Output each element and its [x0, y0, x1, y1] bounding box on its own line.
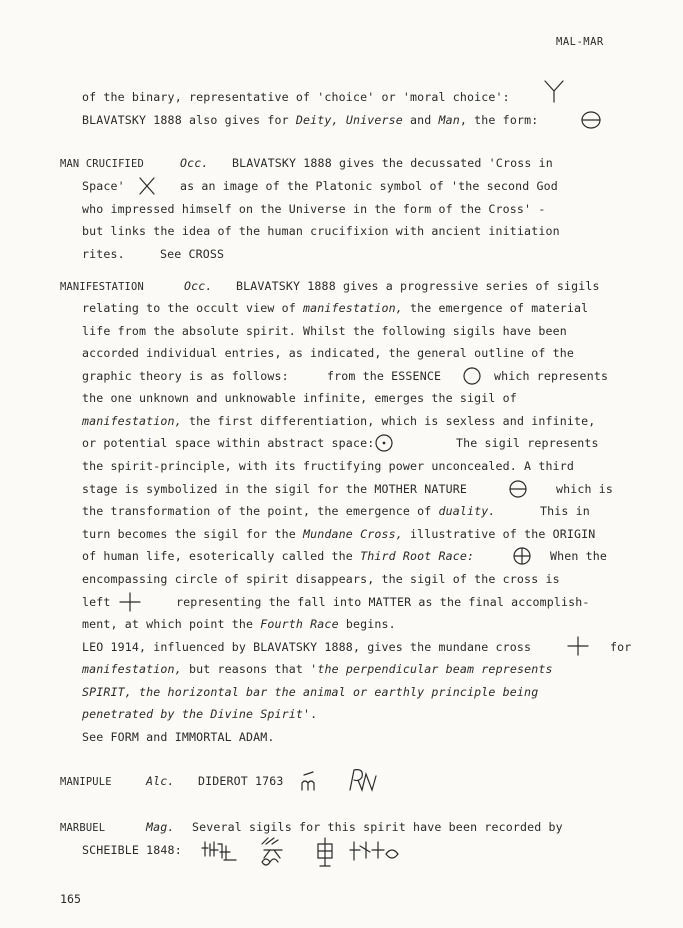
manifestation-text-12: turn becomes the sigil for the Mundane Cross, illustrative of the ORIGIN: [82, 527, 596, 541]
see-cross-reference: See CROSS: [160, 247, 225, 261]
man-crucified-text-2a: Space': [82, 179, 125, 193]
marbuel-sigils: [200, 832, 420, 872]
entry-manipule-term: MANIPULE: [60, 776, 112, 788]
manifestation-text-9: the spirit-principle, with its fructifying power unconcealed. A third: [82, 459, 574, 473]
manifestation-text-14: encompassing circle of spirit disappears, the sigil of the cross is: [82, 572, 560, 586]
manifestation-text-15a: left: [82, 595, 111, 609]
man-crucified-text-1: BLAVATSKY 1888 gives the decussated 'Cross in: [232, 156, 553, 170]
entry-marbuel-term: MARBUEL: [60, 822, 106, 834]
manifestation-text-5b: from the ESSENCE: [327, 369, 442, 383]
man-crucified-text-2b: as an image of the Platonic symbol of 'the second God: [180, 179, 558, 193]
mundane-cross-circle-sigil: [512, 546, 532, 566]
manipule-reference: DIDEROT 1763: [198, 774, 284, 788]
manifestation-text-17b: for: [610, 640, 632, 654]
man-crucified-text-4: but links the idea of the human crucifixion with ancient initiation: [82, 224, 560, 238]
manifestation-text-10a: stage is symbolized in the sigil for the MOTHER NATURE: [82, 482, 468, 496]
entry-man-crucified-line-1: [60, 156, 144, 170]
entry-manifestation-term: MANIFESTATION: [60, 281, 144, 293]
man-crucified-text-5a: rites.: [82, 247, 125, 261]
manifestation-text-2: relating to the occult view of manifestation, the emergence of material: [82, 301, 589, 315]
category-occ: Occ.: [180, 156, 209, 170]
circle-point-sigil: [374, 433, 394, 453]
mundane-cross-sigil: [566, 635, 590, 657]
manipule-sigils: [296, 766, 386, 792]
running-header: MAL-MAR: [556, 36, 604, 48]
manifestation-text-5a: graphic theory is as follows:: [82, 369, 289, 383]
manifestation-text-11: the transformation of the point, the emergence of duality.: [82, 504, 496, 518]
manifestation-text-3: life from the absolute spirit. Whilst the following sigils have been: [82, 324, 567, 338]
manifestation-text-15b: representing the fall into MATTER as the final accomplish-: [176, 595, 590, 609]
manifestation-text-1: BLAVATSKY 1888 gives a progressive series of sigils: [236, 279, 600, 293]
manifestation-text-19: SPIRIT, the horizontal bar the animal or earthly principle being: [82, 685, 539, 699]
manifestation-text-13c: When the: [550, 549, 608, 563]
y-sigil: [542, 78, 566, 104]
circle-horizontal-bar-sigil: [580, 110, 602, 130]
mother-nature-sigil: [508, 479, 528, 499]
manifestation-text-6: the one unknown and unknowable infinite, emerges the sigil of: [82, 391, 517, 405]
category-alc: Alc.: [146, 774, 175, 788]
marbuel-text-2: SCHEIBLE 1848:: [82, 843, 182, 857]
category-occ: Occ.: [184, 279, 213, 293]
manifestation-text-4: accorded individual entries, as indicated, the general outline of the: [82, 346, 574, 360]
continuation-line-1: of the binary, representative of 'choice' or 'moral choice':: [82, 90, 510, 104]
manifestation-text-13: of human life, esoterically called the Third Root Race:: [82, 549, 475, 563]
continuation-line-2: BLAVATSKY 1888 also gives for Deity, Universe and Man, the form:: [82, 113, 539, 127]
manifestation-text-18: manifestation, but reasons that 'the perpendicular beam represents: [82, 662, 553, 676]
entry-term: MAN CRUCIFIED: [60, 158, 144, 170]
essence-circle-sigil: [462, 366, 482, 386]
manifestation-text-8a: or potential space within abstract space:: [82, 436, 375, 450]
page-number: 165: [60, 892, 81, 906]
manifestation-text-8b: The sigil represents: [456, 436, 599, 450]
category-mag: Mag.: [146, 820, 175, 834]
manifestation-text-20: penetrated by the Divine Spirit'.: [82, 707, 318, 721]
manifestation-text-17a: LEO 1914, influenced by BLAVATSKY 1888, gives the mundane cross: [82, 640, 532, 654]
manifestation-text-16: ment, at which point the Fourth Race begins.: [82, 617, 396, 631]
decussated-cross-sigil: [137, 175, 157, 197]
manifestation-text-10b: which is: [556, 482, 614, 496]
manifestation-text-5c: which represents: [494, 369, 609, 383]
marbuel-text-1: Several sigils for this spirit have been recorded by: [192, 820, 563, 834]
cross-sigil: [118, 591, 142, 613]
man-crucified-text-3: who impressed himself on the Universe in the form of the Cross' -: [82, 202, 546, 216]
see-form-reference: See FORM and IMMORTAL ADAM.: [82, 730, 275, 744]
manifestation-text-11c: This in: [540, 504, 590, 518]
manifestation-text-7: manifestation, the first differentiation, which is sexless and infinite,: [82, 414, 596, 428]
